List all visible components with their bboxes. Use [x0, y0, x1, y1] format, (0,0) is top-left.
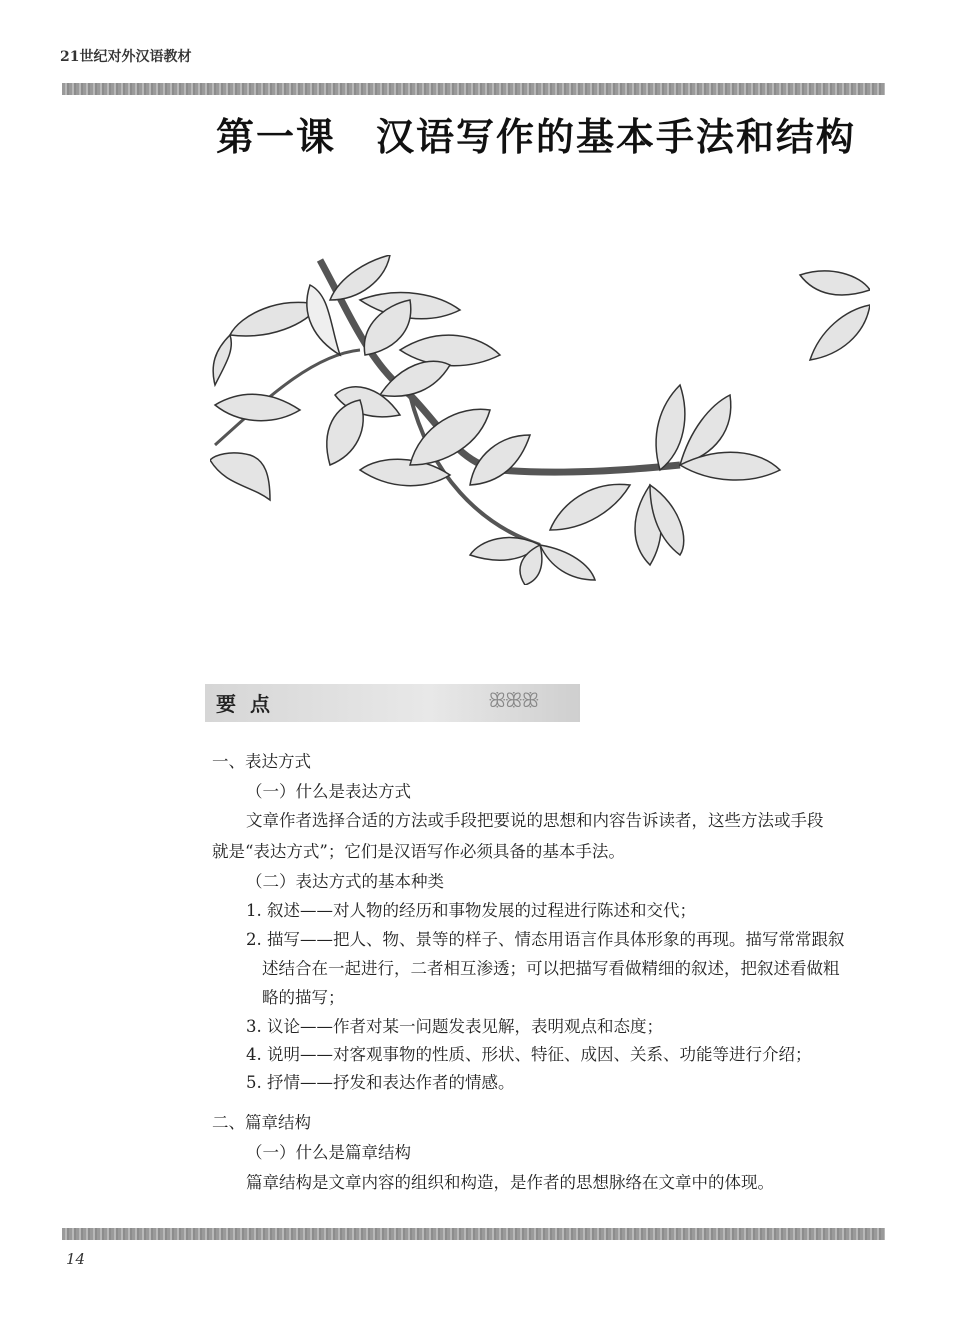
- list-item: 3. 议论——作者对某一问题发表见解，表明观点和态度；: [246, 1017, 663, 1036]
- list-item-continuation: 述结合在一起进行，二者相互渗透；可以把描写看做精细的叙述，把叙述看做粗: [262, 959, 840, 978]
- lesson-title: 第一课 汉语写作的基本手法和结构: [216, 114, 857, 159]
- subsection-heading: （二）表达方式的基本种类: [246, 872, 444, 891]
- subsection-heading: （一）什么是表达方式: [246, 782, 411, 801]
- series-header: 21世纪对外汉语教材: [60, 49, 192, 65]
- top-rule: [62, 83, 885, 95]
- cloud-ornament-icon: ꕥꕥꕥ: [488, 688, 538, 712]
- key-points-label: 要点: [216, 692, 284, 716]
- list-item-continuation: 略的描写；: [262, 988, 345, 1007]
- list-item: 2. 描写——把人、物、景等的样子、情态用语言作具体形象的再现。描写常常跟叙: [246, 930, 845, 949]
- section-heading: 一、表达方式: [212, 752, 311, 771]
- list-item: 5. 抒情——抒发和表达作者的情感。: [246, 1073, 515, 1092]
- paragraph-line: 就是“表达方式”；它们是汉语写作必须具备的基本手法。: [212, 842, 625, 861]
- branch-illustration: [210, 255, 870, 585]
- section-heading: 二、篇章结构: [212, 1113, 311, 1132]
- list-item: 1. 叙述——对人物的经历和事物发展的过程进行陈述和交代；: [246, 901, 696, 920]
- paragraph-line: 篇章结构是文章内容的组织和构造，是作者的思想脉络在文章中的体现。: [246, 1173, 774, 1192]
- subsection-heading: （一）什么是篇章结构: [246, 1143, 411, 1162]
- list-item: 4. 说明——对客观事物的性质、形状、特征、成因、关系、功能等进行介绍；: [246, 1045, 812, 1064]
- page-number: 14: [66, 1250, 86, 1268]
- paragraph-line: 文章作者选择合适的方法或手段把要说的思想和内容告诉读者，这些方法或手段: [246, 811, 824, 830]
- bottom-rule: [62, 1228, 885, 1240]
